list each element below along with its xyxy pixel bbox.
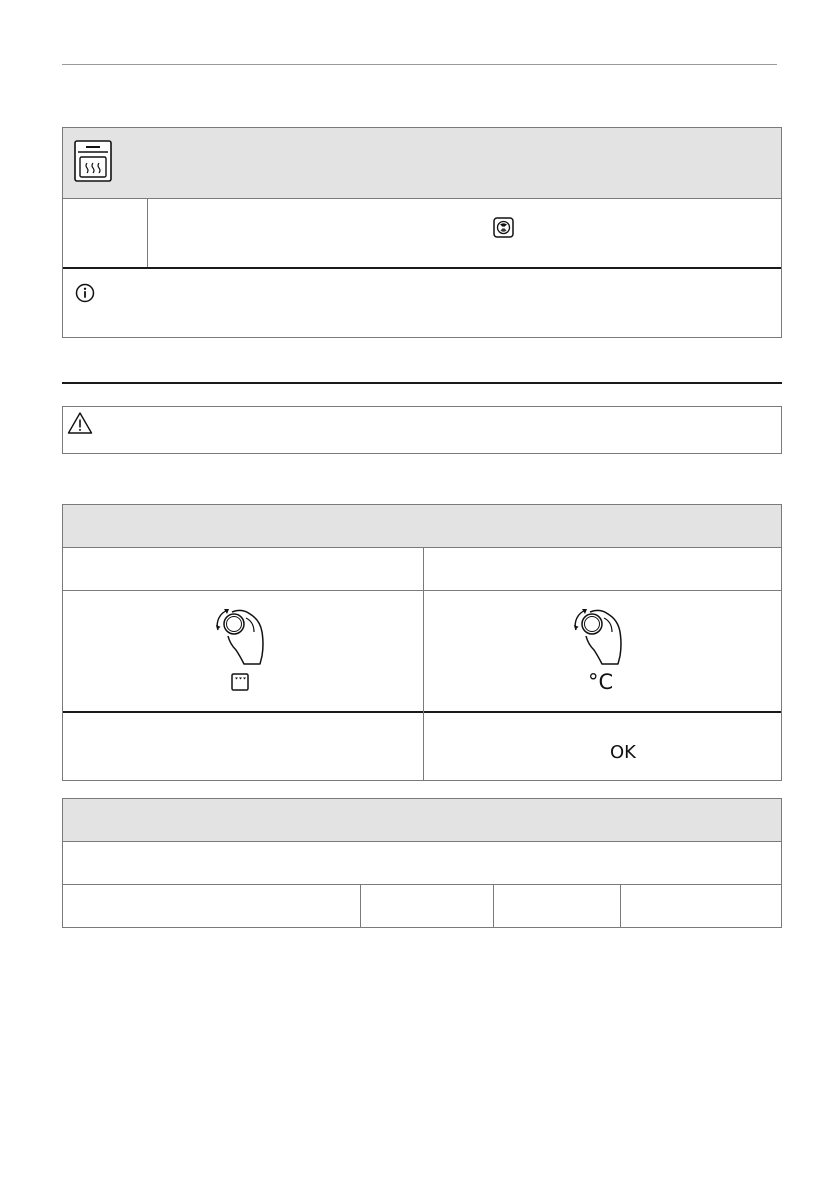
fan-button-icon [493,217,514,238]
section-rule [62,382,782,384]
ok-label: OK [610,742,636,763]
steps-table-header [63,505,781,547]
temperature-unit-label: °C [588,670,614,694]
settings-table-divider-1 [63,841,781,842]
function-table-divider-2 [63,267,781,269]
function-table-header [63,128,781,198]
settings-table-header [63,799,781,841]
hand-turning-knob-icon [210,604,266,666]
info-icon [75,283,95,303]
settings-table-divider-2 [63,884,781,885]
warning-triangle-icon [67,411,93,435]
function-table-col-divider [147,198,148,268]
settings-table-col-divider-3 [620,884,621,927]
page-top-rule [62,64,777,65]
warning-box [62,406,782,454]
oven-heat-icon [74,140,112,182]
steps-table-divider-3 [63,711,781,713]
steps-table-col-divider [423,547,424,781]
settings-table-col-divider-2 [493,884,494,927]
settings-table-col-divider-1 [360,884,361,927]
hand-turning-knob-icon [568,604,624,666]
steps-table-divider-2 [63,590,781,591]
oven-mode-icon [231,673,249,691]
function-table-divider-1 [63,198,781,199]
steps-table-divider-1 [63,547,781,548]
